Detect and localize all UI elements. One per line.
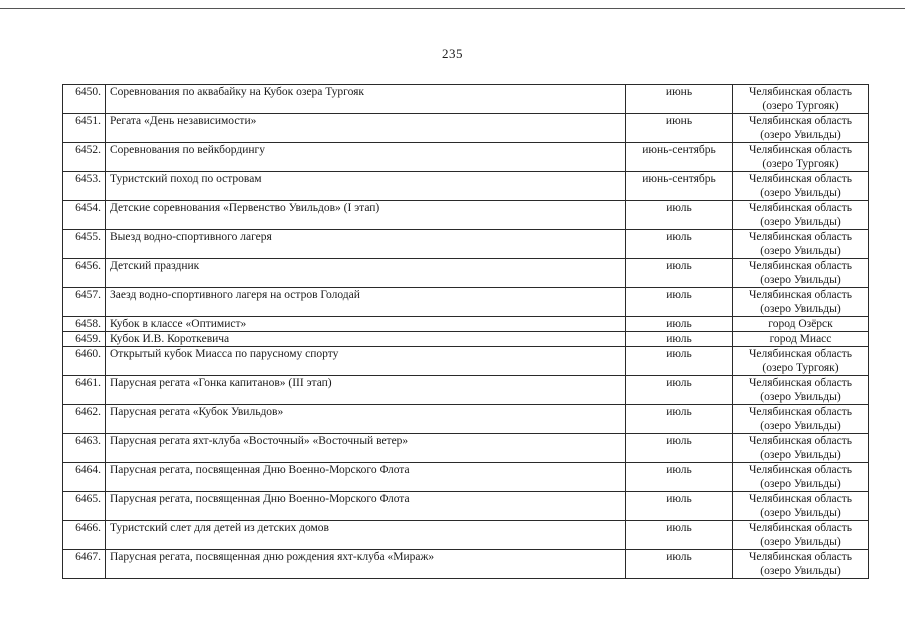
row-number: 6450. <box>63 85 106 114</box>
event-place-line: Челябинская область <box>748 435 853 447</box>
row-number: 6465. <box>63 492 106 521</box>
table-row <box>63 376 869 405</box>
row-number: 6453. <box>63 172 106 201</box>
event-place-line: Челябинская область <box>748 551 853 563</box>
event-place-line: (озеро Увильды) <box>760 274 841 286</box>
event-name: Детские соревнования «Первенство Увильдов» (I этап) <box>106 201 626 230</box>
event-place <box>733 317 869 332</box>
event-place <box>733 172 869 201</box>
event-month: июль <box>626 405 733 434</box>
events-table <box>62 84 869 579</box>
event-place-line: Челябинская область <box>748 231 853 243</box>
event-month: июль <box>626 332 733 347</box>
event-month: июль <box>626 259 733 288</box>
event-place-line: Челябинская область <box>748 115 853 127</box>
table-row <box>63 317 869 332</box>
event-place-line: (озеро Увильды) <box>760 245 841 257</box>
event-month: июль <box>626 434 733 463</box>
table-row <box>63 201 869 230</box>
table-row <box>63 143 869 172</box>
event-place-line: город Миасс <box>769 333 832 345</box>
row-number: 6459. <box>63 332 106 347</box>
event-place-line: (озеро Увильды) <box>760 565 841 577</box>
event-name: Парусная регата, посвященная Дню Военно-Морского Флота <box>106 492 626 521</box>
row-number: 6460. <box>63 347 106 376</box>
event-place <box>733 259 869 288</box>
table-row <box>63 288 869 317</box>
event-place-line: Челябинская область <box>748 377 853 389</box>
row-number: 6451. <box>63 114 106 143</box>
event-place <box>733 143 869 172</box>
event-place-line: Челябинская область <box>748 86 853 98</box>
event-month: июль <box>626 347 733 376</box>
event-month: июль <box>626 376 733 405</box>
row-number: 6466. <box>63 521 106 550</box>
event-month: июль <box>626 521 733 550</box>
event-place-line: (озеро Тургояк) <box>762 100 839 112</box>
event-name: Регата «День независимости» <box>106 114 626 143</box>
event-place <box>733 463 869 492</box>
table-row <box>63 492 869 521</box>
event-name: Кубок И.В. Короткевича <box>106 332 626 347</box>
event-place-line: (озеро Тургояк) <box>762 362 839 374</box>
table-row <box>63 550 869 579</box>
row-number: 6458. <box>63 317 106 332</box>
event-place-line: Челябинская область <box>748 202 853 214</box>
event-place <box>733 332 869 347</box>
event-place-line: Челябинская область <box>748 464 853 476</box>
event-name: Кубок в классе «Оптимист» <box>106 317 626 332</box>
row-number: 6462. <box>63 405 106 434</box>
page-number: 235 <box>442 46 463 61</box>
event-name: Заезд водно-спортивного лагеря на остров Голодай <box>106 288 626 317</box>
event-name: Выезд водно-спортивного лагеря <box>106 230 626 259</box>
event-month: июль <box>626 230 733 259</box>
table-row <box>63 405 869 434</box>
table-row <box>63 521 869 550</box>
row-number: 6457. <box>63 288 106 317</box>
event-month: июль <box>626 288 733 317</box>
table-row <box>63 230 869 259</box>
event-place-line: Челябинская область <box>748 173 853 185</box>
event-place-line: (озеро Увильды) <box>760 420 841 432</box>
event-place <box>733 347 869 376</box>
event-month: июнь-сентябрь <box>626 143 733 172</box>
table-row <box>63 347 869 376</box>
row-number: 6463. <box>63 434 106 463</box>
event-place-line: Челябинская область <box>748 493 853 505</box>
event-name: Парусная регата яхт-клуба «Восточный» «Восточный ветер» <box>106 434 626 463</box>
event-name: Парусная регата, посвященная Дню Военно-Морского Флота <box>106 463 626 492</box>
table-row <box>63 332 869 347</box>
event-month: июль <box>626 492 733 521</box>
row-number: 6467. <box>63 550 106 579</box>
event-month: июнь <box>626 85 733 114</box>
event-place <box>733 230 869 259</box>
event-place-line: (озеро Увильды) <box>760 129 841 141</box>
event-place-line: (озеро Увильды) <box>760 216 841 228</box>
event-place <box>733 201 869 230</box>
event-place-line: Челябинская область <box>748 348 853 360</box>
event-name: Парусная регата «Гонка капитанов» (III этап) <box>106 376 626 405</box>
row-number: 6456. <box>63 259 106 288</box>
event-name: Открытый кубок Миасса по парусному спорту <box>106 347 626 376</box>
event-place-line: Челябинская область <box>748 522 853 534</box>
events-table-body <box>63 85 869 579</box>
event-place-line: Челябинская область <box>748 144 853 156</box>
table-row <box>63 172 869 201</box>
event-month: июнь <box>626 114 733 143</box>
event-month: июль <box>626 317 733 332</box>
event-month: июль <box>626 463 733 492</box>
event-place-line: (озеро Увильды) <box>760 391 841 403</box>
event-place-line: (озеро Увильды) <box>760 187 841 199</box>
event-place <box>733 550 869 579</box>
event-place <box>733 288 869 317</box>
event-place-line: город Озёрск <box>768 318 833 330</box>
table-row <box>63 85 869 114</box>
event-name: Детский праздник <box>106 259 626 288</box>
table-row <box>63 463 869 492</box>
event-place-line: Челябинская область <box>748 260 853 272</box>
event-name: Туристский слет для детей из детских домов <box>106 521 626 550</box>
row-number: 6455. <box>63 230 106 259</box>
event-place <box>733 376 869 405</box>
event-place <box>733 434 869 463</box>
table-row <box>63 434 869 463</box>
event-place <box>733 521 869 550</box>
event-month: июль <box>626 201 733 230</box>
event-place-line: (озеро Тургояк) <box>762 158 839 170</box>
event-place-line: (озеро Увильды) <box>760 536 841 548</box>
event-place-line: Челябинская область <box>748 406 853 418</box>
table-row <box>63 114 869 143</box>
event-place <box>733 405 869 434</box>
event-place <box>733 114 869 143</box>
event-place-line: (озеро Увильды) <box>760 303 841 315</box>
event-name: Парусная регата «Кубок Увильдов» <box>106 405 626 434</box>
event-month: июль <box>626 550 733 579</box>
event-place-line: Челябинская область <box>748 289 853 301</box>
table-row <box>63 259 869 288</box>
row-number: 6452. <box>63 143 106 172</box>
event-name: Соревнования по аквабайку на Кубок озера Тургояк <box>106 85 626 114</box>
event-name: Туристский поход по островам <box>106 172 626 201</box>
event-place <box>733 85 869 114</box>
event-name: Парусная регата, посвященная дню рождения яхт-клуба «Мираж» <box>106 550 626 579</box>
event-place <box>733 492 869 521</box>
row-number: 6461. <box>63 376 106 405</box>
event-place-line: (озеро Увильды) <box>760 449 841 461</box>
row-number: 6464. <box>63 463 106 492</box>
event-place-line: (озеро Увильды) <box>760 478 841 490</box>
row-number: 6454. <box>63 201 106 230</box>
event-name: Соревнования по вейкбордингу <box>106 143 626 172</box>
top-scan-rule <box>0 8 905 9</box>
event-place-line: (озеро Увильды) <box>760 507 841 519</box>
event-month: июнь-сентябрь <box>626 172 733 201</box>
